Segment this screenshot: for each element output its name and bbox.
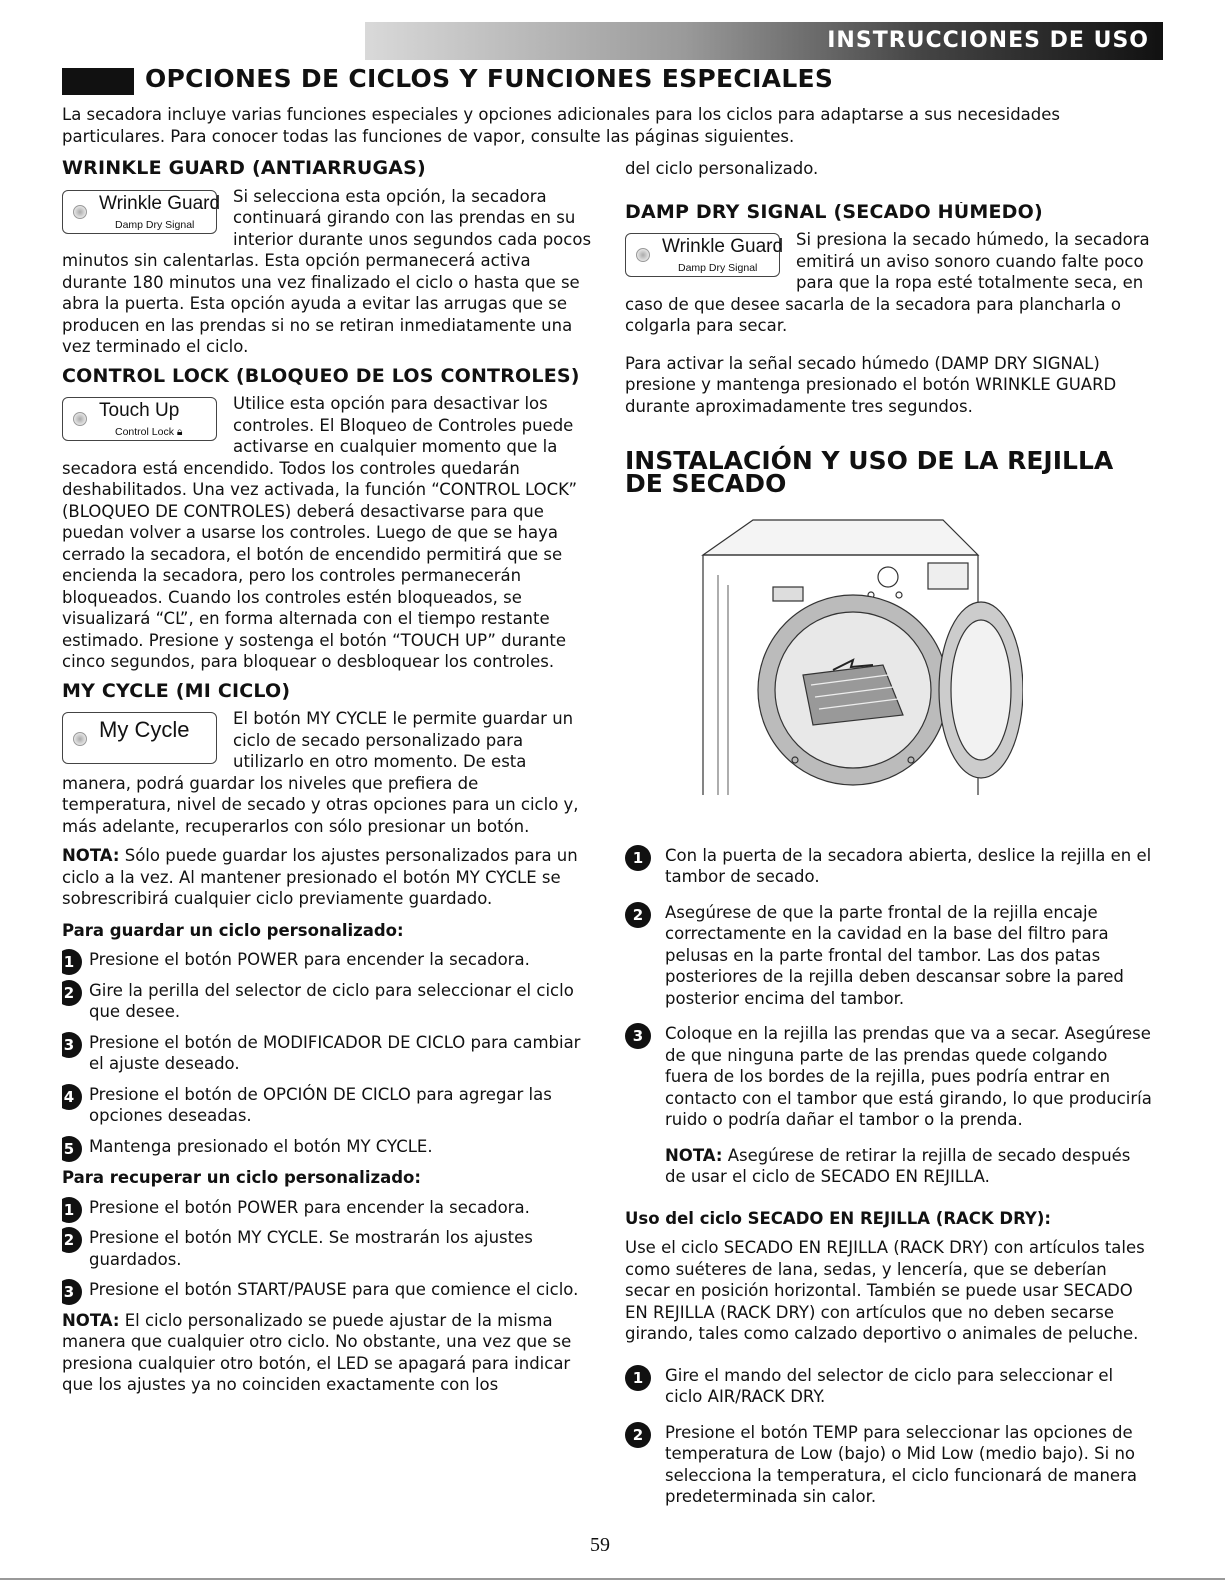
list-item: 3 Coloque en la rejilla las prendas que va a secar. Asegúrese de que ninguna parte de las prendas quede colgando fuera de los bordes de la rejilla, pues podría entrar en contacto con el tambor que está girando, lo que produciría ruido o podría dañar el tambor o la prenda. xyxy=(625,1023,1155,1131)
rack-note: NOTA: Asegúrese de retirar la rejilla de secado después de usar el ciclo de SECADO EN REJILLA. xyxy=(665,1145,1131,1186)
intro-paragraph: La secadora incluye varias funciones especiales y opciones adicionales para los ciclos para adaptarse a sus necesidades particulares. Para conocer todas las funciones de vapor, consulte las páginas siguientes. xyxy=(62,105,1061,146)
list-item: 1 Con la puerta de la secadora abierta, deslice la rejilla en el tambor de secado. xyxy=(625,845,1155,888)
my-cycle-note: NOTA: Sólo puede guardar los ajustes personalizados para un ciclo a la vez. Al mantener presionado el botón MY CYCLE se sobrescribirá cualquier ciclo previamente guardado. xyxy=(62,846,578,908)
page-title: OPCIONES DE CICLOS Y FUNCIONES ESPECIALES xyxy=(145,64,834,93)
rack-dry-steps xyxy=(625,1365,1155,1508)
list-item: 3 Presione el botón START/PAUSE para que comience el ciclo. xyxy=(62,1279,592,1301)
my-cycle-note-2: NOTA: El ciclo personalizado se puede ajustar de la misma manera que cualquier otro ciclo. No obstante, una vez que se presiona cualquier otro botón, el LED se apagará para indicar que los ajustes ya no coinciden exactamente con los xyxy=(62,1310,572,1394)
list-item: 4 Presione el botón de OPCIÓN DE CICLO para agregar las opciones deseadas. xyxy=(62,1084,592,1127)
list-item: 5 Mantenga presionado el botón MY CYCLE. xyxy=(62,1136,592,1158)
dryer-rack-illustration xyxy=(683,515,1023,815)
wrinkle-guard-section xyxy=(62,158,592,366)
list-item: 1 Gire el mando del selector de ciclo para seleccionar el ciclo AIR/RACK DRY. xyxy=(625,1365,1155,1408)
control-lock-section xyxy=(62,366,592,681)
damp-dry-heading: DAMP DRY SIGNAL (SECADO HÚMEDO) xyxy=(625,201,1043,223)
badge-main-label: My Cycle xyxy=(99,717,190,742)
list-item: 2 Asegúrese de que la parte frontal de la rejilla encaje correctamente en la cavidad en la base del filtro para pelusas en la parte frontal del tambor. Las dos patas posteriores de la rejilla deben descansar sobre la pared posterior encima del tambor. xyxy=(625,902,1155,1010)
list-item: 1 Presione el botón POWER para encender la secadora. xyxy=(62,1197,592,1219)
my-cycle-button-illustration xyxy=(62,712,217,764)
badge-sub-label: Damp Dry Signal xyxy=(678,262,758,274)
led-indicator-icon xyxy=(636,248,650,262)
my-cycle-section xyxy=(62,681,592,1404)
section-header-label: INSTRUCCIONES DE USO xyxy=(827,28,1149,53)
control-lock-heading: CONTROL LOCK (BLOQUEO DE LOS CONTROLES) xyxy=(62,365,580,387)
page-number: 59 xyxy=(590,1534,610,1556)
badge-sub-label: Control Lock 🔒︎ xyxy=(115,426,183,438)
my-cycle-text: El botón MY CYCLE le permite guardar un ciclo de secado personalizado para utilizarlo en otro momento. De esta manera, podrá guardar los niveles que prefiera de temperatura, nivel de secado y otras opciones para un ciclo y, más adelante, recuperarlos con sólo presionar un botón. xyxy=(62,709,579,836)
badge-main-label: Wrinkle Guard xyxy=(662,236,784,257)
touch-up-button-illustration xyxy=(62,397,217,441)
wrinkle-guard-text: Si selecciona esta opción, la secadora continuará girando con las prendas en su interior durante unos segundos cada pocos minutos sin calentarlas. Esta opción permanecerá activa durante 180 minutos una vez finalizado el ciclo o hasta que se abra la puerta. Esta opción ayuda a evitar las arrugas que se producen en las prendas si no se retiran inmediatamente una vez terminado el ciclo. xyxy=(62,186,592,356)
badge-main-label: Wrinkle Guard xyxy=(99,192,221,214)
lock-icon: 🔒︎ xyxy=(176,426,183,438)
recall-cycle-steps xyxy=(62,1197,592,1301)
section-header-band xyxy=(365,22,1163,60)
led-indicator-icon xyxy=(73,412,87,426)
led-indicator-icon xyxy=(73,732,87,746)
bottom-rule xyxy=(0,1578,1225,1580)
save-cycle-steps xyxy=(62,949,592,1157)
rack-install-steps xyxy=(625,845,1155,1131)
list-item: 3 Presione el botón de MODIFICADOR DE CICLO para cambiar el ajuste deseado. xyxy=(62,1032,592,1075)
rack-heading: INSTALACIÓN Y USO DE LA REJILLA DE SECADO xyxy=(625,446,1114,498)
damp-dry-button-illustration xyxy=(625,233,784,277)
my-cycle-heading: MY CYCLE (MI CICLO) xyxy=(62,680,291,702)
list-item: 2 Presione el botón TEMP para seleccionar las opciones de temperatura de Low (bajo) o Mid Low (medio bajo). Si no selecciona la temperatura, el ciclo funcionará de manera predeterminada sin calor. xyxy=(625,1422,1155,1508)
rack-dry-text: Use el ciclo SECADO EN REJILLA (RACK DRY) con artículos tales como suéteres de lana, sedas, y lencería, que se deberían secar en posición horizontal. También se puede usar SECADO EN REJILLA (RACK DRY) con artículos que no deben secarse girando, tales como calzado deportivo o animales de peluche. xyxy=(625,1238,1145,1343)
damp-dry-section xyxy=(625,202,1155,426)
list-item: 1 Presione el botón POWER para encender la secadora. xyxy=(62,949,592,971)
badge-sub-label: Damp Dry Signal xyxy=(115,218,195,231)
led-indicator-icon xyxy=(73,205,87,219)
damp-dry-text-2: Para activar la señal secado húmedo (DAMP DRY SIGNAL) presione y mantenga presionado el botón WRINKLE GUARD durante aproximadamente tres segundos. xyxy=(625,353,1117,416)
right-column xyxy=(625,158,1155,1522)
save-cycle-heading: Para guardar un ciclo personalizado: xyxy=(62,920,404,940)
section-marker-block xyxy=(62,68,134,95)
wrinkle-guard-button-illustration xyxy=(62,190,221,234)
continued-text: del ciclo personalizado. xyxy=(625,159,819,178)
recall-cycle-heading: Para recuperar un ciclo personalizado: xyxy=(62,1168,421,1187)
left-column xyxy=(62,158,592,1404)
damp-dry-text: Si presiona la secado húmedo, la secadora emitirá un aviso sonoro cuando falte poco para que la ropa esté totalmente seca, en caso de que desee sacarla de la secadora para plancharla o colgarla para secar. xyxy=(625,230,1150,335)
badge-main-label: Touch Up xyxy=(99,400,180,421)
control-lock-text: Utilice esta opción para desactivar los controles. El Bloqueo de Controles puede activarse en cualquier momento que la secadora está encendido. Todos los controles quedarán deshabilitados. Una vez activada, la función “CONTROL LOCK” (BLOQUEO DE CONTROLES) deberá desactivarse para que puedan volver a usarse los controles. Luego de que se haya cerrado la secadora, el botón de encendido permitirá que se encienda la secadora, pero los controles permanecerán bloqueados. Cuando los controles estén bloqueados, se visualizará “CL”, en forma alternada con el tiempo restante estimado. Presione y sostenga el botón “TOUCH UP” durante cinco segundos, para bloquear o desbloquear los controles. xyxy=(62,394,578,671)
list-item: 2 Presione el botón MY CYCLE. Se mostrarán los ajustes guardados. xyxy=(62,1227,592,1270)
rack-dry-heading: Uso del ciclo SECADO EN REJILLA (RACK DRY): xyxy=(625,1208,1052,1228)
list-item: 2 Gire la perilla del selector de ciclo para seleccionar el ciclo que desee. xyxy=(62,980,592,1023)
wrinkle-guard-heading: WRINKLE GUARD (ANTIARRUGAS) xyxy=(62,158,426,179)
